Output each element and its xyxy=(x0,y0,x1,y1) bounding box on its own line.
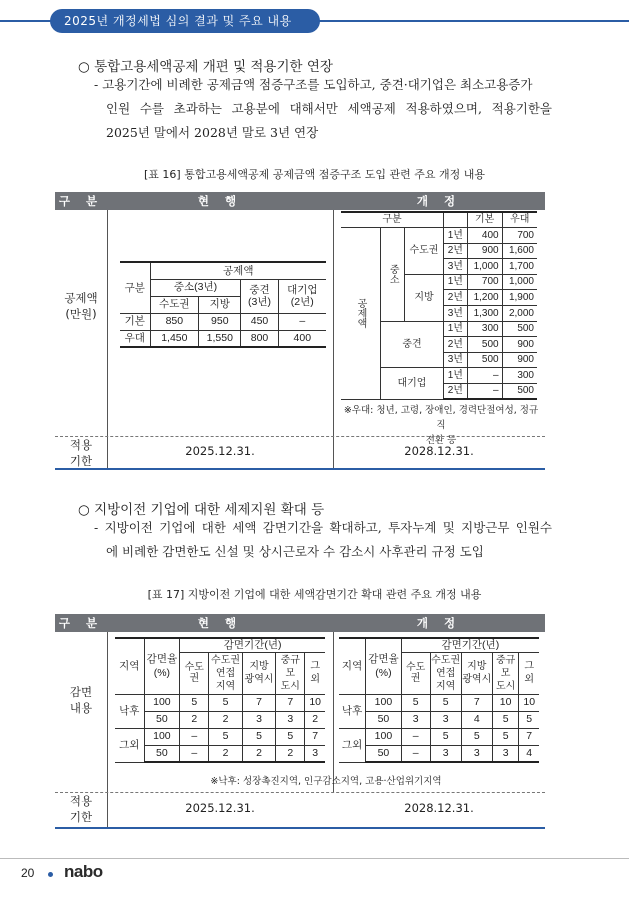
table16 xyxy=(55,192,545,470)
hdr-text: (3년) xyxy=(248,296,271,308)
hdr-text: 대기업 xyxy=(287,283,318,296)
footer-rule xyxy=(0,858,629,859)
table17 xyxy=(55,614,545,830)
table-cell: 1,200 xyxy=(467,290,502,306)
table-cell: 2 xyxy=(276,745,305,762)
year-cell: 1년 xyxy=(443,274,467,290)
table-cell: 2 xyxy=(209,711,243,728)
table17-current-table xyxy=(115,637,325,763)
table17-deadline-label xyxy=(55,792,107,825)
table-cell: 450 xyxy=(241,313,278,330)
table-cell: 100 xyxy=(144,728,180,745)
table-cell: 900 xyxy=(467,243,502,259)
table-cell: 800 xyxy=(241,330,278,347)
table17-caption: [표 17] 지방이전 기업에 대한 세액감면기간 확대 관련 주요 개정 내용 xyxy=(147,588,482,601)
table-cell: – xyxy=(278,313,326,330)
table-cell: 2 xyxy=(180,711,209,728)
table-cell: 3 xyxy=(492,745,519,762)
table17-head-revised: 개 정 xyxy=(416,616,462,630)
table-cell: 5 xyxy=(461,728,492,745)
logo-text: nabo xyxy=(64,862,103,881)
table-cell: 400 xyxy=(278,330,326,347)
table-cell: 3 xyxy=(401,711,430,728)
section1-line3: 2025년 말에서 2028년 말로 3년 연장 xyxy=(106,125,319,140)
table-cell: 1,600 xyxy=(502,243,537,259)
section1-line2: 인원 수를 초과하는 고용분에 대해서만 세액공제 적용하였으며, 적용기한을 xyxy=(106,101,552,116)
table-cell: – xyxy=(180,728,209,745)
note-line: ※우대: 청년, 고령, 장애인, 경력단절여성, 정규직 xyxy=(343,405,539,431)
hdr-text: 외 xyxy=(310,674,320,685)
sme-label-text: 중소 xyxy=(387,264,399,285)
table-cell: 3 xyxy=(305,745,325,762)
hdr-adjacent xyxy=(209,652,243,694)
table-cell: 5 xyxy=(180,694,209,711)
table-cell: – xyxy=(401,745,430,762)
hdr-text: 감면율 xyxy=(368,653,399,666)
table-cell: 300 xyxy=(502,368,537,384)
table-cell: 50 xyxy=(144,745,180,762)
table-cell: 5 xyxy=(492,711,519,728)
nabo-logo xyxy=(64,862,103,882)
table-cell: 2 xyxy=(209,745,243,762)
table-cell: 7 xyxy=(276,694,305,711)
table-cell: 7 xyxy=(242,694,276,711)
year-cell: 2년 xyxy=(443,243,467,259)
table16-divider xyxy=(107,210,108,468)
year-cell: 1년 xyxy=(443,228,467,244)
row-label-line: (만원) xyxy=(65,307,97,321)
table16-deadline-current: 2025.12.31. xyxy=(185,444,255,458)
sme-label xyxy=(381,228,405,322)
hdr-empty xyxy=(443,212,467,228)
table-cell: 10 xyxy=(519,694,539,711)
table-cell: 10 xyxy=(305,694,325,711)
table-cell: 3 xyxy=(430,711,461,728)
hdr-group: 구분 xyxy=(341,212,443,228)
mid-label: 중견 xyxy=(381,321,444,368)
table-cell: 3 xyxy=(242,711,276,728)
table-cell: 7 xyxy=(305,728,325,745)
region-label: 그외 xyxy=(339,728,366,762)
table-cell: 5 xyxy=(242,728,276,745)
table-cell: 5 xyxy=(519,711,539,728)
hdr-text: 도시 xyxy=(280,680,300,692)
table-cell: 1,450 xyxy=(150,330,199,347)
hdr-text: 지역 xyxy=(215,680,236,692)
hdr-text: 도시 xyxy=(495,680,516,692)
hdr-period: 감면기간(년) xyxy=(180,638,325,652)
hdr-text: 광역시 xyxy=(244,674,274,685)
side-label xyxy=(341,228,381,400)
hdr-text: 수도권 xyxy=(431,654,461,666)
hdr-rate xyxy=(144,638,180,694)
table16-current-table xyxy=(120,261,326,348)
section2-line2: 에 비례한 감면한도 신설 및 상시근로자 수 감소시 사후관리 규정 도입 xyxy=(106,544,484,559)
hdr-region: 지역 xyxy=(339,638,366,694)
hdr-text: 그 xyxy=(524,661,535,672)
table-cell: 4 xyxy=(519,745,539,762)
footer-dot xyxy=(48,872,53,877)
hdr-text: 지방 xyxy=(467,661,487,672)
hdr-sme: 중소(3년) xyxy=(150,279,241,296)
table-cell: 900 xyxy=(502,352,537,368)
table17-divider xyxy=(107,632,108,828)
hdr-mid xyxy=(241,279,278,313)
table-cell: – xyxy=(467,384,502,400)
hdr-pref: 우대 xyxy=(502,212,537,228)
hdr-text: 중규모 xyxy=(280,654,300,679)
table-cell: – xyxy=(180,745,209,762)
table-cell: 7 xyxy=(461,694,492,711)
table17-note: ※낙후: 성장촉진지역, 인구감소지역, 고용·산업위기지역 xyxy=(210,776,442,787)
year-cell: 3년 xyxy=(443,259,467,275)
hdr-text: 광역시 xyxy=(462,674,492,685)
table-cell: 500 xyxy=(502,321,537,337)
table-cell: 5 xyxy=(209,694,243,711)
row-label-line: 내용 xyxy=(69,701,93,715)
hdr-midcity xyxy=(276,652,305,694)
table-cell: 3 xyxy=(430,745,461,762)
table16-deadline-label xyxy=(55,436,107,469)
row-label-line: 감면 xyxy=(69,685,93,699)
table16-revised-table xyxy=(341,211,537,400)
table-cell: 500 xyxy=(467,337,502,353)
table17-header xyxy=(55,614,545,632)
table16-deadline-revised: 2028.12.31. xyxy=(404,444,474,458)
table17-divider xyxy=(333,632,334,792)
table-cell: 1,300 xyxy=(467,306,502,322)
table-cell: 2 xyxy=(242,745,276,762)
row-label: 우대 xyxy=(120,330,150,347)
table-cell: – xyxy=(467,368,502,384)
table-cell: 100 xyxy=(144,694,180,711)
hdr-capital: 수도권 xyxy=(150,296,199,313)
table16-caption: [표 16] 통합고용세액공제 공제금액 점증구조 도입 관련 주요 개정 내용 xyxy=(144,168,485,181)
year-cell: 2년 xyxy=(443,337,467,353)
year-cell: 3년 xyxy=(443,306,467,322)
table-cell: 1,550 xyxy=(199,330,241,347)
row-label-line: 공제액 xyxy=(64,291,98,305)
table-cell: 500 xyxy=(502,384,537,400)
hdr-text: 수도권 xyxy=(211,654,241,666)
table16-row-divider xyxy=(55,436,545,437)
region-label: 낙후 xyxy=(339,694,366,728)
table-cell: 900 xyxy=(502,337,537,353)
region-label: 그외 xyxy=(115,728,144,762)
hdr-text: 외 xyxy=(524,674,535,685)
hdr-text: 지방 xyxy=(249,661,269,672)
hdr-text: 연접 xyxy=(215,667,236,679)
table16-header xyxy=(55,192,545,210)
table-cell: 50 xyxy=(366,711,402,728)
table17-bottom-rule xyxy=(55,827,545,829)
table-cell: 5 xyxy=(430,728,461,745)
hdr-text: (%) xyxy=(375,667,392,680)
section2-line1: - 지방이전 기업에 대한 세액 감면기간을 확대하고, 투자누계 및 지방근무 인원수 xyxy=(94,520,552,535)
hdr-metro xyxy=(461,652,492,694)
table17-revised-table xyxy=(339,637,539,763)
section2-title: ○ 지방이전 기업에 대한 세제지원 확대 등 xyxy=(78,502,325,518)
year-cell: 1년 xyxy=(443,368,467,384)
table-cell: 7 xyxy=(519,728,539,745)
table-cell: 2 xyxy=(305,711,325,728)
hdr-adjacent xyxy=(430,652,461,694)
table-cell: 1,900 xyxy=(502,290,537,306)
table-cell: 3 xyxy=(276,711,305,728)
deadline-label-line: 적용 xyxy=(69,438,93,452)
table-cell: 1,000 xyxy=(467,259,502,275)
table16-note xyxy=(341,403,541,448)
region-label: 낙후 xyxy=(115,694,144,728)
table-cell: 400 xyxy=(467,228,502,244)
table-cell: 3 xyxy=(461,745,492,762)
table17-row-label xyxy=(55,684,107,716)
table16-divider xyxy=(333,210,334,468)
deadline-label-line: 기한 xyxy=(69,810,93,824)
hdr-text: 그 xyxy=(310,661,320,672)
table-cell: – xyxy=(401,728,430,745)
table16-bottom-rule xyxy=(55,468,545,470)
row-label: 기본 xyxy=(120,313,150,330)
table-cell: 10 xyxy=(492,694,519,711)
table17-deadline-revised: 2028.12.31. xyxy=(404,801,474,815)
table-cell: 5 xyxy=(492,728,519,745)
table-cell: 850 xyxy=(150,313,199,330)
hdr-text: 연접 xyxy=(435,667,456,679)
table-cell: 300 xyxy=(467,321,502,337)
table-cell: 2,000 xyxy=(502,306,537,322)
table16-row-label xyxy=(55,290,107,322)
hdr-other xyxy=(519,652,539,694)
hdr-text: (2년) xyxy=(290,296,314,308)
hdr-local: 지방 xyxy=(199,296,241,313)
capital-label: 수도권 xyxy=(405,228,444,275)
header-title: 2025년 개정세법 심의 결과 및 주요 내용 xyxy=(50,9,320,33)
table17-deadline-current: 2025.12.31. xyxy=(185,801,255,815)
deadline-label-line: 기한 xyxy=(69,454,93,468)
section1-line1: - 고용기간에 비례한 공제금액 점증구조를 도입하고, 중견·대기업은 최소고용증가 xyxy=(94,77,533,92)
page-number: 20 xyxy=(21,866,35,880)
table-cell: 5 xyxy=(276,728,305,745)
hdr-group: 구분 xyxy=(120,262,150,313)
table-cell: 4 xyxy=(461,711,492,728)
table-cell: 500 xyxy=(467,352,502,368)
hdr-text: 지역 xyxy=(435,680,456,692)
hdr-large xyxy=(278,279,326,313)
table-cell: 5 xyxy=(430,694,461,711)
hdr-text: 감면율 xyxy=(146,653,178,666)
table-cell: 5 xyxy=(401,694,430,711)
table-cell: 50 xyxy=(366,745,402,762)
table-cell: 950 xyxy=(199,313,241,330)
hdr-rate xyxy=(366,638,402,694)
year-cell: 3년 xyxy=(443,352,467,368)
table17-head-current: 현 행 xyxy=(197,616,243,630)
table17-head-category: 구 분 xyxy=(58,616,104,630)
table17-row-divider xyxy=(55,792,545,793)
table-cell: 100 xyxy=(366,694,402,711)
hdr-basic: 기본 xyxy=(467,212,502,228)
year-cell: 2년 xyxy=(443,290,467,306)
hdr-capital: 수도권 xyxy=(180,652,209,694)
table16-head-current: 현 행 xyxy=(197,194,243,208)
hdr-midcity xyxy=(492,652,519,694)
table-cell: 100 xyxy=(366,728,402,745)
hdr-other xyxy=(305,652,325,694)
table-cell: 50 xyxy=(144,711,180,728)
hdr-region: 지역 xyxy=(115,638,144,694)
side-label-text: 공제액 xyxy=(355,298,366,329)
hdr-metro xyxy=(242,652,276,694)
table-cell: 700 xyxy=(502,228,537,244)
table-cell: 1,000 xyxy=(502,274,537,290)
hdr-text: 중규모 xyxy=(495,654,516,679)
hdr-text: (%) xyxy=(153,667,171,680)
table-cell: 700 xyxy=(467,274,502,290)
hdr-capital: 수도권 xyxy=(401,652,430,694)
local-label: 지방 xyxy=(405,274,444,321)
deadline-label-line: 적용 xyxy=(69,794,93,808)
large-label: 대기업 xyxy=(381,368,444,399)
note-line: 전환 등 xyxy=(425,435,457,446)
hdr-text: 중견 xyxy=(249,283,270,296)
hdr-period: 감면기간(년) xyxy=(401,638,539,652)
table-cell: 1,700 xyxy=(502,259,537,275)
table16-head-revised: 개 정 xyxy=(416,194,462,208)
year-cell: 1년 xyxy=(443,321,467,337)
section1-title: ○ 통합고용세액공제 개편 및 적용기한 연장 xyxy=(78,59,333,75)
table-cell: 5 xyxy=(209,728,243,745)
year-cell: 2년 xyxy=(443,384,467,400)
table16-head-category: 구 분 xyxy=(58,194,104,208)
hdr-top: 공제액 xyxy=(150,262,326,279)
